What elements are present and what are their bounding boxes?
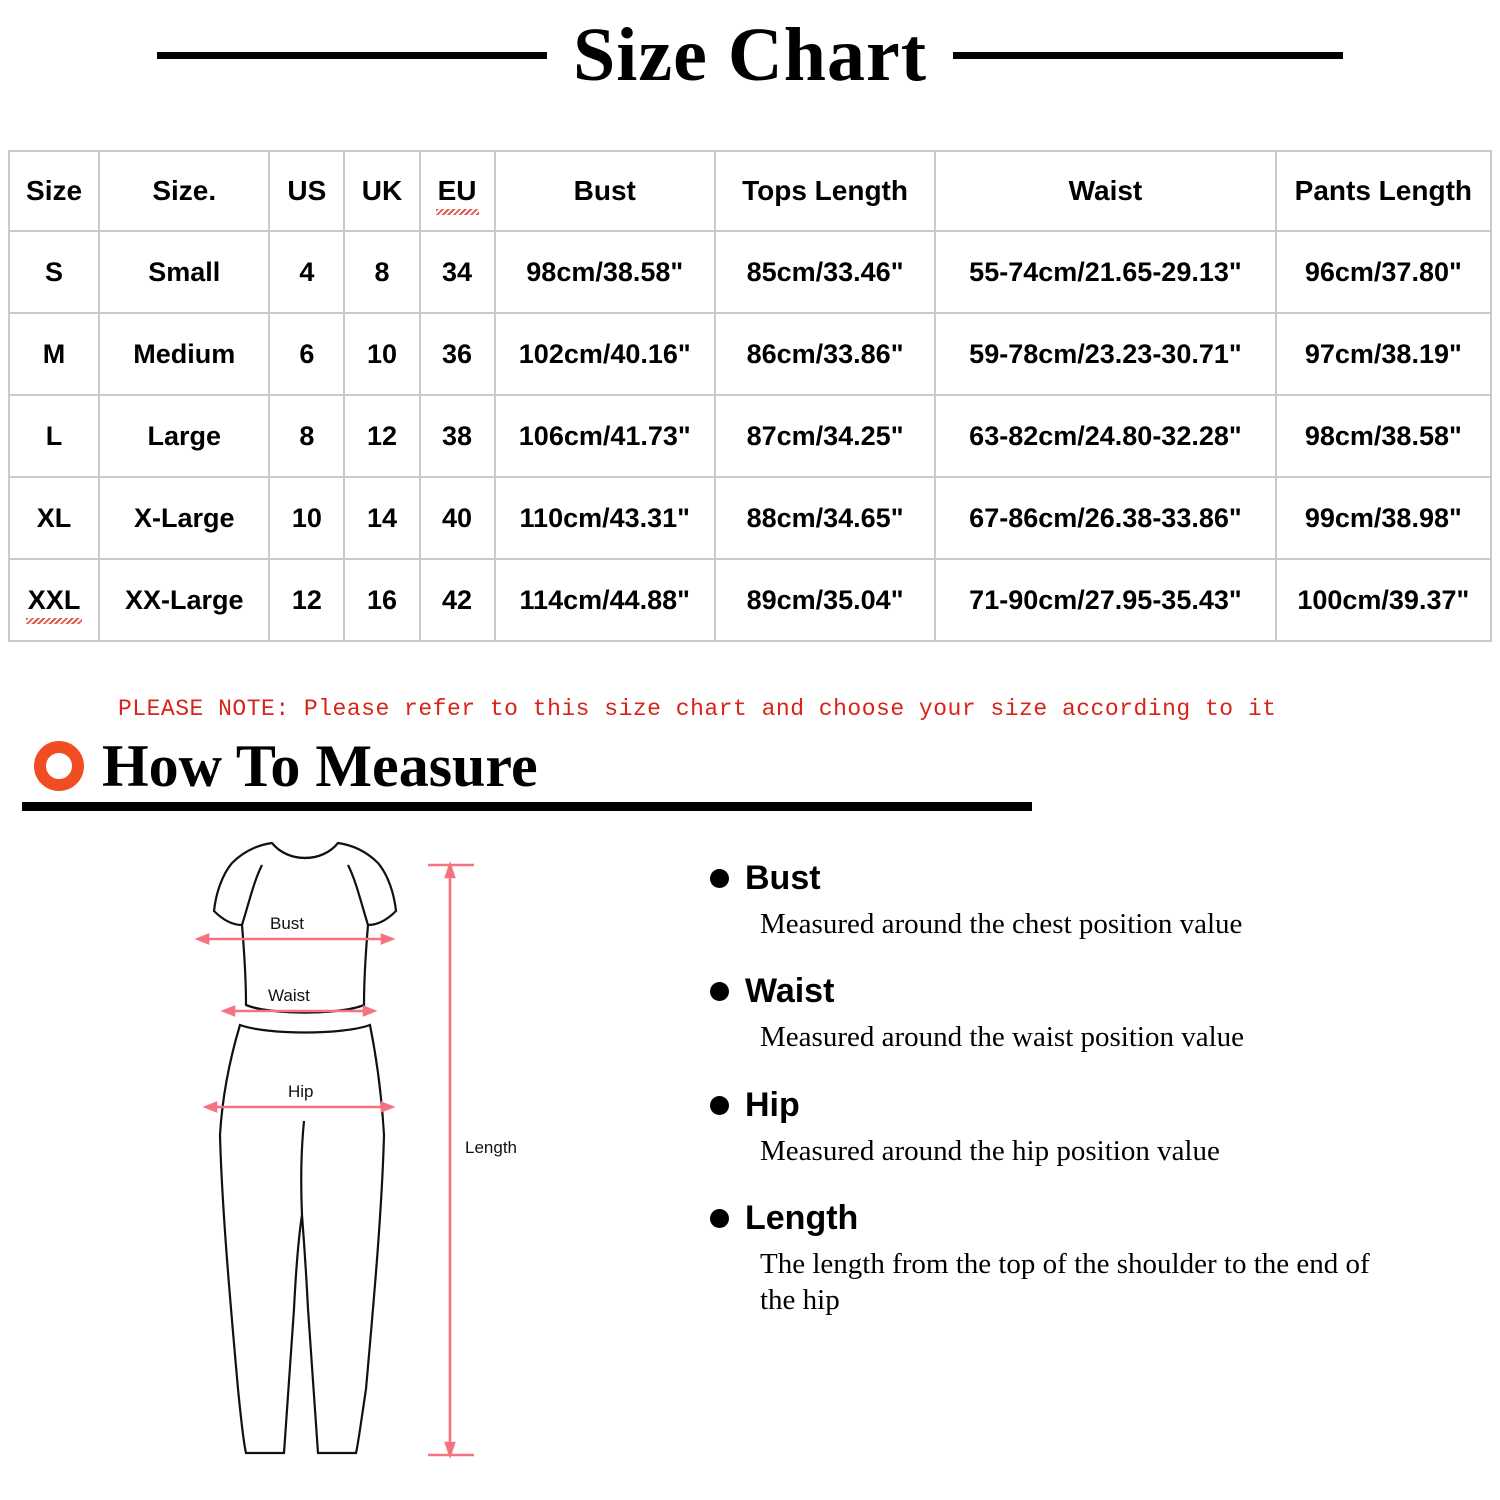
figure-label-waist: Waist [268,986,310,1005]
table-header-row [9,151,1491,231]
column-header-eu-text: EU [437,175,477,206]
cell-uk: 12 [344,395,419,477]
table-row [9,231,1491,313]
header-rule-right [953,52,1343,59]
cell-us: 4 [269,231,344,313]
column-header-bust: Bust [495,151,715,231]
definition-label-bust: Bust [745,859,821,897]
cell-eu: 42 [420,559,495,641]
cell-tops-length: 86cm/33.86" [715,313,935,395]
measurement-figure [0,829,700,1474]
cell-us: 10 [269,477,344,559]
column-header-us: US [269,151,344,231]
cell-tops-length: 89cm/35.04" [715,559,935,641]
bullet-dot-icon [710,1096,729,1115]
column-header-eu [420,151,495,231]
page-title: Size Chart [572,13,928,97]
cell-waist: 63-82cm/24.80-32.28" [935,395,1275,477]
cell-bust: 106cm/41.73" [495,395,715,477]
cell-us: 8 [269,395,344,477]
definition-desc-length: The length from the top of the shoulder to the end of the hip [760,1247,1370,1316]
definition-label-length: Length [745,1198,859,1237]
table-row [9,313,1491,395]
bullet-head [710,972,1500,1011]
cell-uk: 10 [344,313,419,395]
how-to-measure-body [0,829,1500,1474]
cell-pants-length: 96cm/37.80" [1276,231,1491,313]
cell-size-word: Large [99,395,269,477]
cell-tops-length: 87cm/34.25" [715,395,935,477]
cell-pants-length: 97cm/38.19" [1276,313,1491,395]
page-header [0,0,1500,110]
cell-bust: 114cm/44.88" [495,559,715,641]
column-header-pants-length: Pants Length [1276,151,1491,231]
how-to-measure-underline [22,802,1032,811]
list-item [710,972,1500,1055]
cell-size-word: Small [99,231,269,313]
column-header-uk: UK [344,151,419,231]
cell-size [9,559,99,641]
cell-us: 6 [269,313,344,395]
figure-label-length: Length [465,1138,517,1157]
how-to-measure-title: How To Measure [102,733,538,799]
cell-eu: 38 [420,395,495,477]
cell-waist: 71-90cm/27.95-35.43" [935,559,1275,641]
ring-icon [34,741,84,791]
cell-eu: 40 [420,477,495,559]
column-header-size-word: Size. [99,151,269,231]
cell-tops-length: 88cm/34.65" [715,477,935,559]
list-item [710,1086,1500,1169]
cell-pants-length: 100cm/39.37" [1276,559,1491,641]
cell-waist: 55-74cm/21.65-29.13" [935,231,1275,313]
measurement-definitions-list [700,829,1500,1474]
cell-size-text: XXL [27,584,81,615]
body-outline-illustration [0,829,700,1469]
definition-desc-waist: Measured around the waist position value [760,1021,1245,1054]
bullet-dot-icon [710,869,729,888]
how-to-measure-heading [34,733,1500,799]
cell-pants-length: 98cm/38.58" [1276,395,1491,477]
cell-size-word: Medium [99,313,269,395]
cell-size-word: X-Large [99,477,269,559]
list-item [710,859,1500,942]
definition-label-waist: Waist [745,972,835,1011]
definition-label-hip: Hip [745,1085,800,1124]
figure-label-hip: Hip [288,1082,314,1101]
cell-size: XL [9,477,99,559]
cell-eu: 36 [420,313,495,395]
column-header-tops-length: Tops Length [715,151,935,231]
cell-size-word: XX-Large [99,559,269,641]
cell-waist: 67-86cm/26.38-33.86" [935,477,1275,559]
bullet-head [710,859,1500,898]
size-chart-table-wrapper [8,150,1492,642]
list-item [710,1199,1500,1319]
cell-bust: 110cm/43.31" [495,477,715,559]
please-note-text: PLEASE NOTE: Please refer to this size chart and choose your size according to it [118,696,1277,722]
table-row [9,559,1491,641]
cell-uk: 8 [344,231,419,313]
column-header-size: Size [9,151,99,231]
cell-waist: 59-78cm/23.23-30.71" [935,313,1275,395]
table-row [9,395,1491,477]
cell-size: S [9,231,99,313]
header-rule-left [157,52,547,59]
bullet-dot-icon [710,982,729,1001]
cell-pants-length: 99cm/38.98" [1276,477,1491,559]
cell-size: M [9,313,99,395]
cell-uk: 14 [344,477,419,559]
definition-desc-bust: Measured around the chest position value [760,908,1243,940]
definition-desc-hip: Measured around the hip position value [760,1134,1220,1167]
cell-uk: 16 [344,559,419,641]
bullet-dot-icon [710,1209,729,1228]
cell-tops-length: 85cm/33.46" [715,231,935,313]
bullet-head [710,1199,1500,1238]
cell-bust: 98cm/38.58" [495,231,715,313]
cell-us: 12 [269,559,344,641]
cell-size: L [9,395,99,477]
table-row [9,477,1491,559]
figure-label-bust: Bust [270,914,305,933]
column-header-waist: Waist [935,151,1275,231]
bullet-head [710,1086,1500,1125]
cell-bust: 102cm/40.16" [495,313,715,395]
size-chart-table [8,150,1492,642]
cell-eu: 34 [420,231,495,313]
